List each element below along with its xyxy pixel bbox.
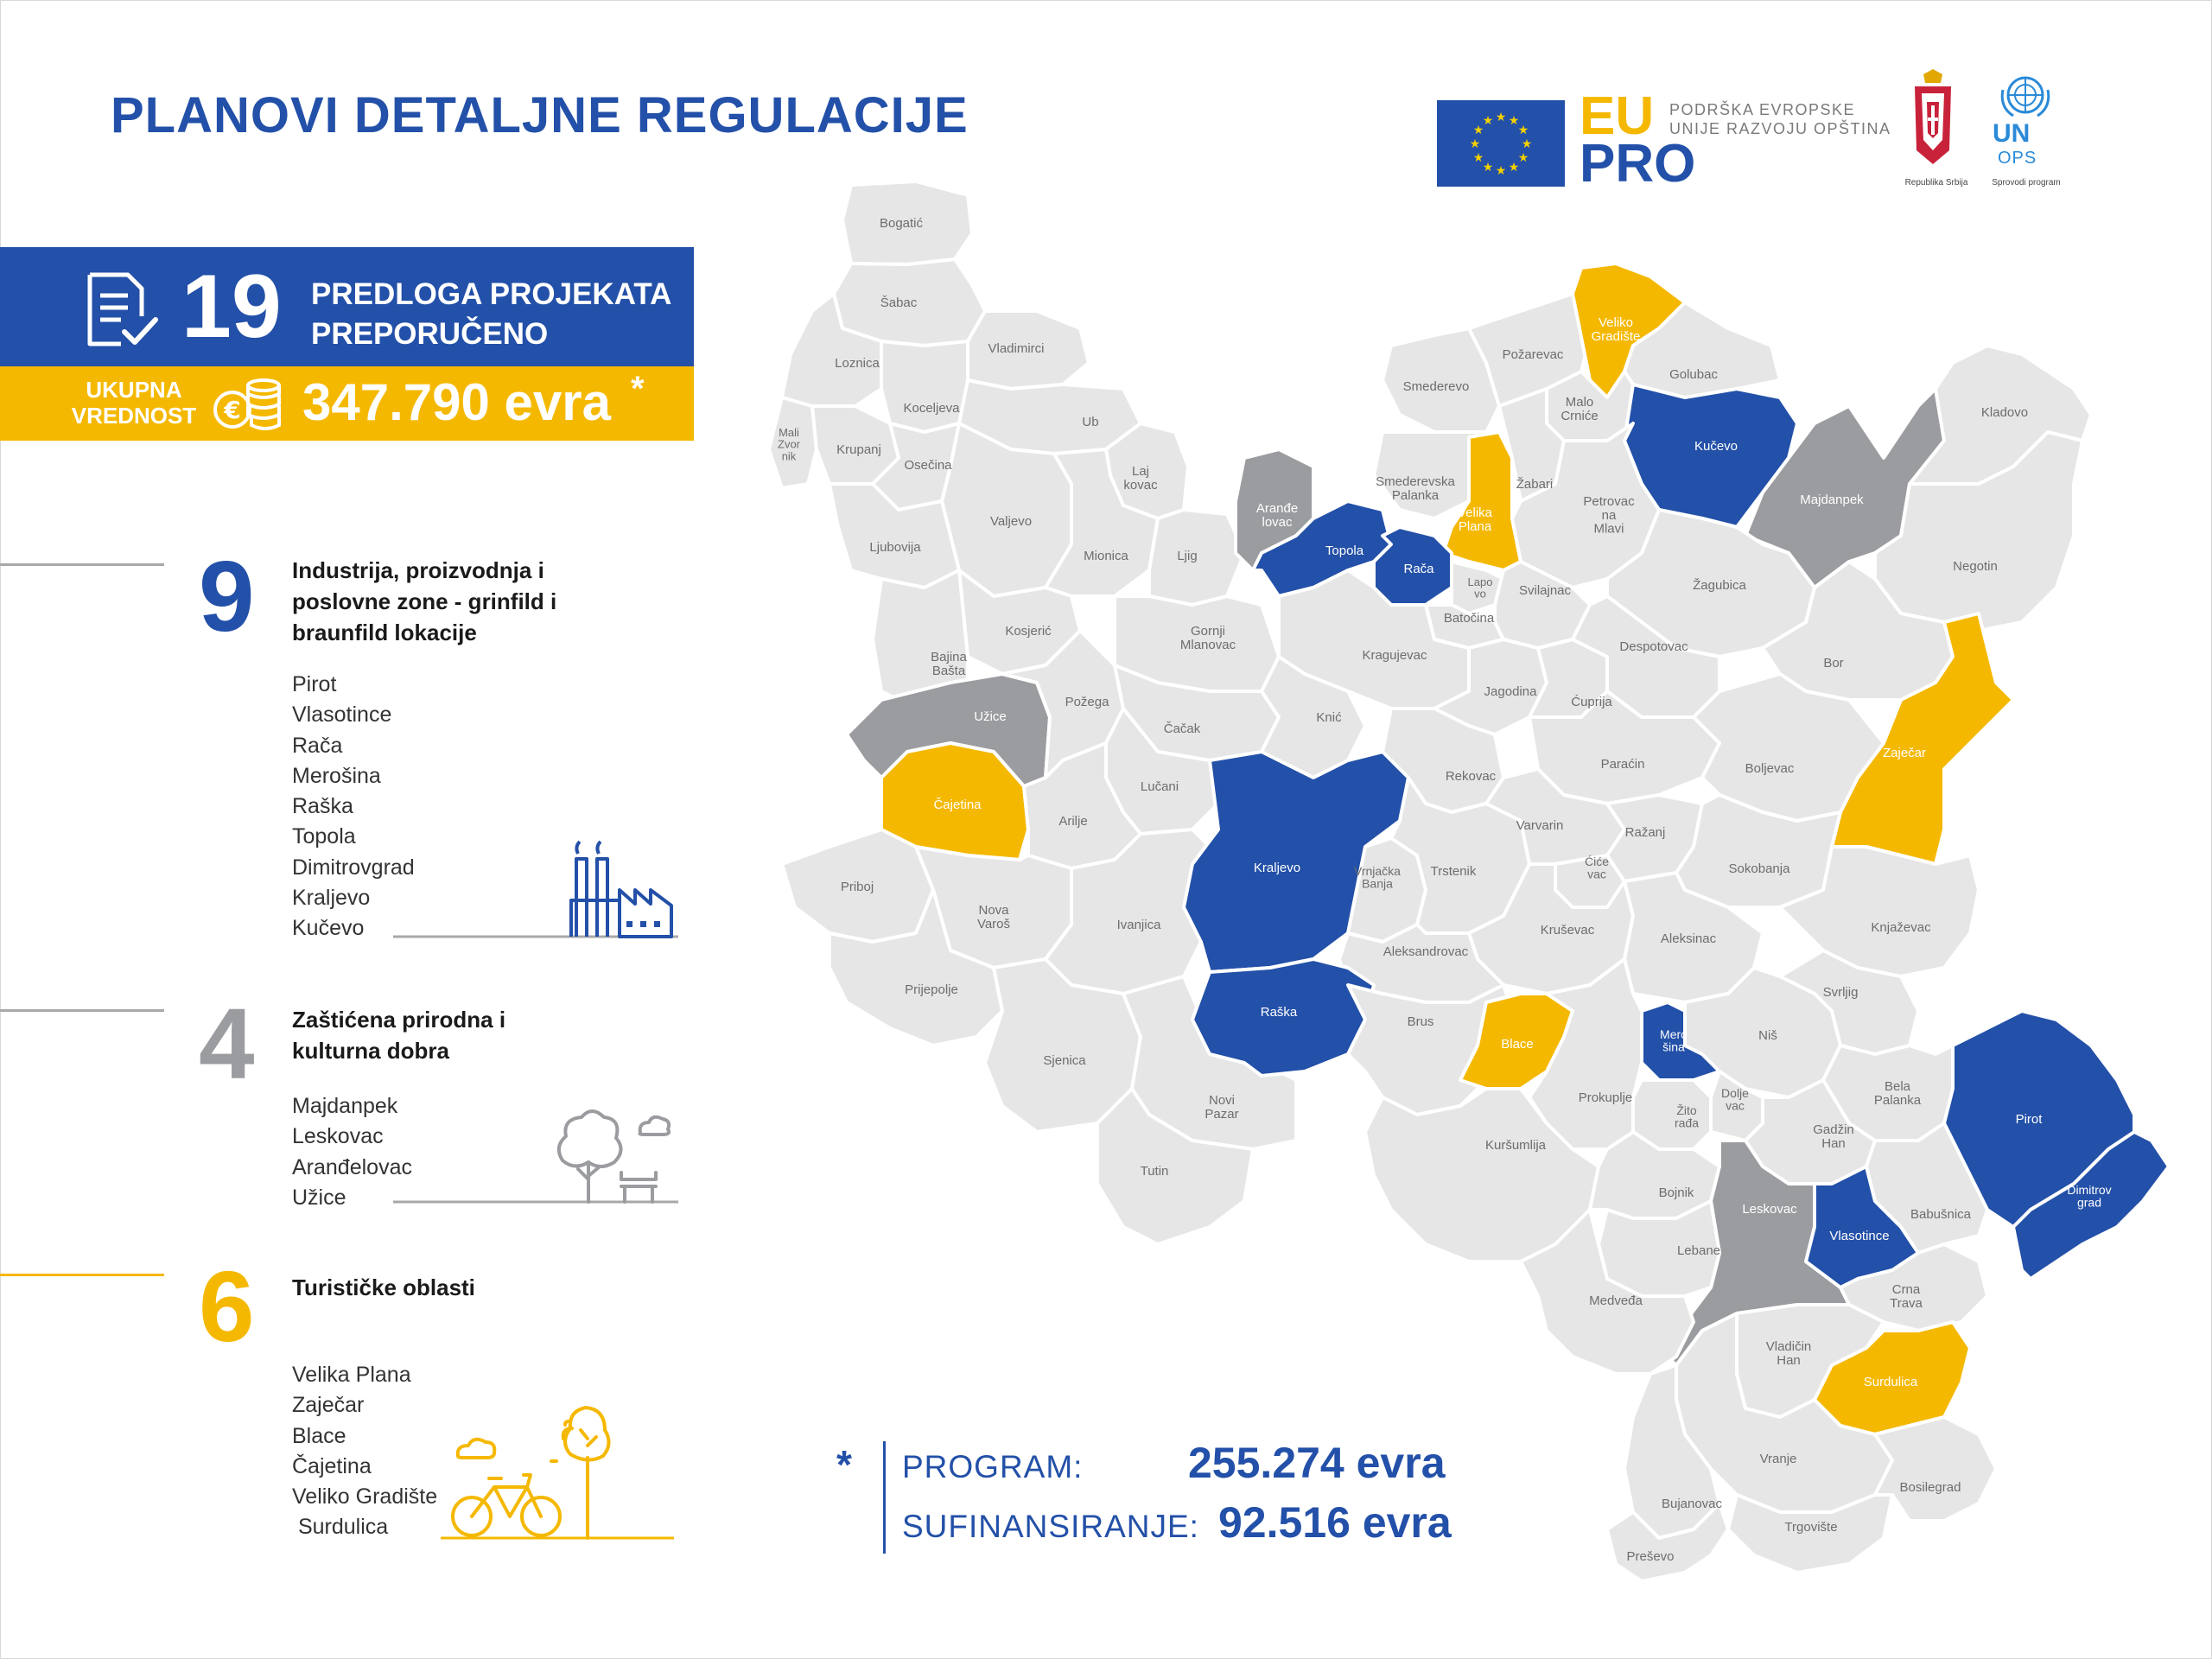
map-label-petrovac: Petrovac na Mlavi [1583,494,1635,537]
list-item: Surdulica [292,1515,389,1540]
svg-text:★: ★ [1508,161,1520,175]
map-label-novi-pazar: Novi Pazar [1205,1093,1239,1122]
map-label-varvarin: Varvarin [1516,818,1564,833]
map-label-kladovo: Kladovo [1980,405,2029,420]
map-label-brus: Brus [1407,1014,1434,1029]
map-label-mali-zvornik: Mali Zvor nik [778,426,800,463]
map-label-batocina: Batočina [1443,611,1495,626]
list-item: Čajetina [292,1453,372,1478]
map-label-dimitrovgrad: Dimitrov grad [2067,1183,2112,1210]
svg-text:★: ★ [1482,161,1494,175]
map-label-ljig: Ljig [1177,549,1198,563]
map-label-krupanj: Krupanj [836,442,881,457]
map-label-medvedja: Medveđa [1589,1294,1643,1308]
map-label-kragujevac: Kragujevac [1362,648,1427,663]
map-label-majdanpek: Majdanpek [1800,493,1864,507]
map-label-malo-crnice: Malo Crniće [1560,395,1599,423]
map-label-cuprija: Ćuprija [1571,695,1612,709]
svg-text:★: ★ [1517,151,1529,165]
category-heritage-title: Zaštićena prirodna i kulturna dobra [292,1007,506,1064]
map-label-surdulica: Surdulica [1863,1375,1918,1389]
map-label-bosilegrad: Bosilegrad [1899,1480,1961,1495]
map-label-koceljeva: Koceljeva [903,401,960,416]
map-label-arilje: Arilje [1058,814,1088,829]
map-label-negotin: Negotin [1953,559,1998,574]
map-label-trgoviste: Trgovište [1784,1520,1838,1535]
map-label-ljubovija: Ljubovija [869,540,921,555]
map-label-osecina: Osečina [904,458,952,473]
svg-text:★: ★ [1495,111,1507,124]
list-item: Pirot [292,672,337,696]
svg-text:★: ★ [1508,114,1520,128]
footnote-divider [883,1441,886,1554]
total-value-label: UKUPNA VREDNOST [71,377,197,429]
list-item: Užice [292,1185,346,1210]
map-label-gornji-milanovac: Gornji Mlanovac [1179,624,1236,652]
map-label-prokuplje: Prokuplje [1578,1090,1633,1105]
map-label-smederevska-palanka: Smederevska Palanka [1376,474,1455,503]
map-label-zabari: Žabari [1516,477,1554,492]
map-label-blace: Blace [1501,1037,1534,1052]
category-industry-count: 9 [199,540,255,652]
map-label-rekovac: Rekovac [1445,769,1497,784]
eu-tagline: PODRŠKA EVROPSKE UNIJE RAZVOJU OPŠTINA [1669,101,1891,137]
map-label-topola: Topola [1325,543,1364,558]
list-item: Blace [292,1423,346,1448]
list-item: Raška [292,794,353,819]
map-label-zagubica: Žagubica [1693,578,1746,593]
map-label-valjevo: Valjevo [989,514,1033,529]
map-label-nova-varos: Nova Varoš [976,903,1011,931]
map-label-razanj: Ražanj [1624,825,1666,840]
svg-text:★: ★ [1472,124,1484,137]
proposal-count-label: PREDLOGA PROJEKATA PREPORUČENO [311,277,671,351]
svg-text:★: ★ [1469,137,1481,151]
list-item: Kučevo [292,916,365,941]
map-label-pirot: Pirot [2015,1112,2043,1127]
map-label-pozarevac: Požarevac [1502,347,1564,362]
footnote-marker: * [836,1442,852,1487]
map-label-arandjelovac: Aranđe lovac [1255,501,1299,530]
map-label-zajecar: Zaječar [1882,746,1927,760]
list-item: Topola [292,824,356,849]
svg-text:★: ★ [1521,137,1533,151]
category-industry-title: Industrija, proizvodnja i poslovne zone - grinfild i braunfild lokacije [292,557,557,645]
map-label-prijepolje: Prijepolje [905,982,958,997]
map-label-leskovac: Leskovac [1742,1202,1797,1217]
map-label-bajina-basta: Bajina Bašta [931,650,967,678]
map-label-krusevac: Kruševac [1540,923,1595,938]
map-label-aleksinac: Aleksinac [1660,931,1717,946]
list-item: Aranđelovac [292,1154,412,1179]
map-label-knjazevac: Knjaževac [1871,920,1931,935]
map-label-doljevac: Dolje vac [1721,1086,1749,1113]
map-label-golubac: Golubac [1669,367,1718,382]
map-label-loznica: Loznica [835,356,880,371]
map-label-bujanovac: Bujanovac [1661,1497,1723,1511]
map-label-mionica: Mionica [1084,549,1128,563]
list-item: Leskovac [292,1124,384,1149]
map-label-veliko-gradiste: Veliko Gradište [1591,315,1641,344]
unops-caption: Sprovodi program [1992,178,2061,188]
map-label-presevo: Preševo [1626,1549,1675,1564]
map-label-despotovac: Despotovac [1619,639,1688,654]
map-label-kraljevo: Kraljevo [1253,861,1301,875]
program-label: PROGRAM: [902,1449,1084,1484]
map-label-bor: Bor [1823,656,1844,671]
map-label-ub: Ub [1082,415,1099,429]
map-label-cicevac: Ćiće vac [1584,855,1610,881]
map-label-crna-trava: Crna Trava [1890,1282,1923,1311]
map-label-aleksandrovac: Aleksandrovac [1382,944,1469,959]
total-value: 347.790 evra [302,373,612,431]
map-label-cacak: Čačak [1163,721,1201,736]
map-label-vladicin-han: Vladičin Han [1765,1339,1812,1368]
map-label-bela-palanka: Bela Palanka [1873,1079,1922,1108]
map-label-gadzin-han: Gadžin Han [1813,1122,1854,1151]
category-tourism-title: Turističke oblasti [292,1274,475,1300]
map-label-kosjeric: Kosjerić [1005,624,1052,639]
svg-text:★: ★ [1472,151,1484,165]
map-label-priboj: Priboj [840,880,874,894]
map-label-lucani: Lučani [1140,779,1179,794]
map-label-zitoradja: Žito rađa [1674,1103,1700,1130]
un-wordmark: UN [1993,119,2031,148]
list-item: Zaječar [292,1393,365,1418]
map-label-nis: Niš [1758,1028,1777,1043]
list-item: Majdanpek [292,1094,398,1118]
map-label-sjenica: Sjenica [1043,1053,1086,1068]
ops-wordmark: OPS [1998,149,2037,168]
svg-text:€: € [224,396,241,424]
list-item: Merošina [292,763,381,788]
svg-text:★: ★ [1482,114,1494,128]
list-item: Vlasotince [292,702,392,728]
pro-wordmark: PRO [1580,134,1696,194]
cofinancing-value: 92.516 evra [1218,1498,1452,1547]
map-label-velika-plana: Velika Plana [1457,505,1493,534]
map-label-svrljig: Svrljig [1822,985,1859,1000]
svg-text:★: ★ [1517,124,1529,137]
map-label-vranje: Vranje [1759,1452,1797,1466]
map-label-raca: Rača [1403,562,1434,576]
map-label-svilajnac: Svilajnac [1518,583,1572,598]
map-label-sabac: Šabac [880,296,918,310]
total-footnote-marker: * [631,370,645,408]
map-label-tutin: Tutin [1140,1164,1169,1179]
map-label-bojnik: Bojnik [1658,1185,1694,1200]
map-label-ivanjica: Ivanjica [1116,918,1161,932]
region-bosilegrad [1875,1417,1996,1521]
svg-text:★: ★ [1495,164,1507,178]
list-item: Veliko Gradište [292,1484,438,1510]
region-koceljeva [881,341,968,432]
map-label-jagodina: Jagodina [1484,684,1537,699]
map-label-boljevac: Boljevac [1745,761,1795,776]
map-label-cajetina: Čajetina [933,798,982,812]
map-label-kucevo: Kučevo [1694,439,1738,454]
map-label-trstenik: Trstenik [1430,864,1477,879]
map-label-vladimirci: Vladimirci [988,341,1045,356]
map-label-bogatic: Bogatić [879,216,924,231]
map-label-sokobanja: Sokobanja [1728,861,1790,876]
map-label-knic: Knić [1316,710,1342,725]
map-label-vlasotince: Vlasotince [1829,1229,1890,1243]
category-tourism-count: 6 [199,1250,255,1363]
map-label-lajkovac: Laj kovac [1123,464,1158,493]
cofinancing-label: SUFINANSIRANJE: [902,1509,1199,1544]
program-value: 255.274 evra [1188,1439,1446,1487]
proposal-count: 19 [181,257,282,357]
list-item: Rača [292,733,343,758]
page-title: PLANOVI DETALJNE REGULACIJE [111,87,969,143]
map-label-lapovo: Lapo vo [1467,575,1493,601]
map-label-smederevo: Smederevo [1402,379,1470,394]
map-label-kursumlija: Kuršumlija [1484,1138,1547,1153]
map-label-lebane: Lebane [1676,1243,1721,1258]
list-item: Dimitrovgrad [292,855,415,880]
list-item: Velika Plana [292,1363,411,1387]
map-label-paracin: Paraćin [1600,757,1645,772]
list-item: Kraljevo [292,886,371,911]
map-label-babusnica: Babušnica [1910,1207,1972,1222]
map-label-uzice: Užice [974,709,1007,724]
eu-wordmark: EU [1580,86,1655,146]
map-label-raska: Raška [1260,1005,1298,1020]
category-heritage-count: 4 [199,988,255,1100]
map-label-vrnjacka-banja: Vrnjačka Banja [1354,864,1401,891]
map-label-merosina: Mero šina [1660,1027,1688,1054]
map-label-pozega: Požega [1065,695,1109,709]
serbia-caption: Republika Srbija [1904,178,1968,188]
